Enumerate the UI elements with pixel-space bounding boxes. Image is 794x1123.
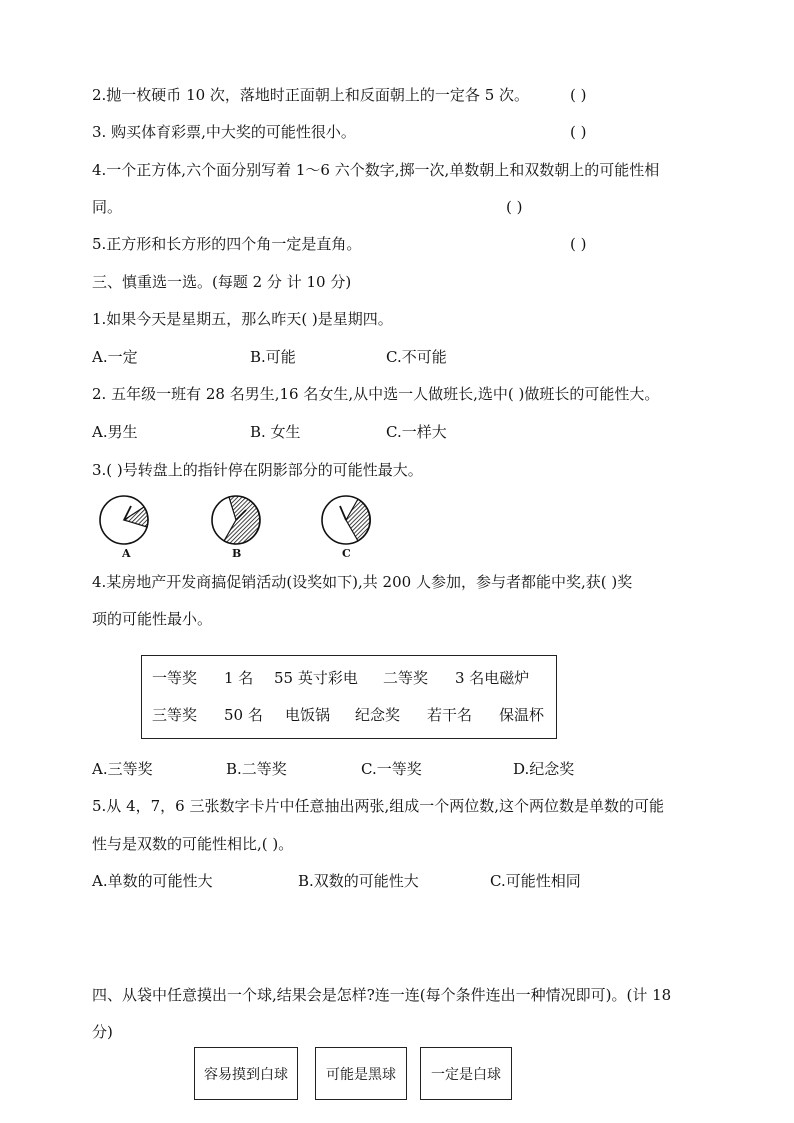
prize-row2-cell: 电饭锅 bbox=[285, 706, 331, 724]
question-4-text-line1: 4.一个正方体,六个面分别写着 1～6 六个数字,掷一次,单数朝上和双数朝上的可能性相 bbox=[92, 161, 660, 179]
spinner-c[interactable] bbox=[322, 496, 370, 544]
spinner-c-label: C bbox=[342, 547, 351, 560]
mc-q1-option-b[interactable]: B.可能 bbox=[250, 348, 296, 366]
spinner-figure bbox=[96, 494, 396, 560]
mc-q4-option-c[interactable]: C.一等奖 bbox=[361, 760, 422, 778]
answer-blank-q2[interactable]: ( ) bbox=[570, 86, 587, 104]
spinner-b[interactable] bbox=[212, 496, 260, 544]
prize-row2-cell: 保温杯 bbox=[499, 706, 545, 724]
mc-q2-option-c[interactable]: C.一样大 bbox=[386, 423, 447, 441]
mc-question-5-line1: 5.从 4，7，6 三张数字卡片中任意抽出两张,组成一个两位数,这个两位数是单数的可能 bbox=[92, 797, 665, 815]
mc-q4-option-b[interactable]: B.二等奖 bbox=[226, 760, 287, 778]
match-box-likely-white[interactable]: 容易摸到白球 bbox=[194, 1047, 298, 1100]
question-4-text-line2: 同。 bbox=[92, 198, 123, 216]
spinner-a[interactable] bbox=[100, 496, 148, 544]
spinner-b-label: B bbox=[232, 547, 242, 560]
section-4-heading-line1: 四、从袋中任意摸出一个球,结果会是怎样?连一连(每个条件连出一种情况即可)。(计 18 bbox=[92, 986, 672, 1004]
mc-question-5-line2: 性与是双数的可能性相比,( )。 bbox=[92, 835, 294, 853]
prize-table bbox=[141, 655, 557, 739]
mc-q5-option-b[interactable]: B.双数的可能性大 bbox=[298, 872, 419, 890]
section-3-heading: 三、慎重选一选。(每题 2 分 计 10 分) bbox=[92, 273, 352, 291]
question-3-text: 3. 购买体育彩票,中大奖的可能性很小。 bbox=[92, 123, 356, 141]
prize-row1-cell: 1 名 bbox=[224, 669, 254, 687]
question-2-text: 2.抛一枚硬币 10 次，落地时正面朝上和反面朝上的一定各 5 次。 bbox=[92, 86, 530, 104]
prize-row1-cell: 二等奖 bbox=[383, 669, 429, 687]
mc-question-1: 1.如果今天是星期五，那么昨天( )是星期四。 bbox=[92, 310, 393, 328]
mc-question-4-line1: 4.某房地产开发商搞促销活动(设奖如下),共 200 人参加，参与者都能中奖,获( )奖 bbox=[92, 573, 633, 591]
mc-question-3: 3.( )号转盘上的指针停在阴影部分的可能性最大。 bbox=[92, 461, 423, 479]
mc-q2-option-b[interactable]: B. 女生 bbox=[250, 423, 301, 441]
prize-row2-cell: 三等奖 bbox=[152, 706, 198, 724]
prize-row1-cell: 3 名电磁炉 bbox=[455, 669, 530, 687]
mc-question-2: 2. 五年级一班有 28 名男生,16 名女生,从中选一人做班长,选中( )做班长的可能性大。 bbox=[92, 385, 660, 403]
section-4-heading-line2: 分) bbox=[92, 1023, 113, 1041]
mc-q4-option-a[interactable]: A.三等奖 bbox=[92, 760, 153, 778]
match-box-certain-white[interactable]: 一定是白球 bbox=[420, 1047, 512, 1100]
prize-row1-cell: 一等奖 bbox=[152, 669, 198, 687]
mc-q2-option-a[interactable]: A.男生 bbox=[92, 423, 138, 441]
mc-q5-option-a[interactable]: A.单数的可能性大 bbox=[92, 872, 213, 890]
mc-q5-option-c[interactable]: C.可能性相同 bbox=[490, 872, 581, 890]
spinner-a-label: A bbox=[122, 547, 131, 560]
prize-row2-cell: 50 名 bbox=[224, 706, 263, 724]
question-5-text: 5.正方形和长方形的四个角一定是直角。 bbox=[92, 235, 362, 253]
mc-q1-option-a[interactable]: A.一定 bbox=[92, 348, 138, 366]
mc-q1-option-c[interactable]: C.不可能 bbox=[386, 348, 447, 366]
match-box-maybe-black[interactable]: 可能是黑球 bbox=[315, 1047, 407, 1100]
prize-row1-cell: 55 英寸彩电 bbox=[274, 669, 358, 687]
mc-question-4-line2: 项的可能性最小。 bbox=[92, 610, 213, 628]
answer-blank-q5[interactable]: ( ) bbox=[570, 235, 587, 253]
prize-row2-cell: 纪念奖 bbox=[355, 706, 401, 724]
mc-q4-option-d[interactable]: D.纪念奖 bbox=[513, 760, 575, 778]
answer-blank-q3[interactable]: ( ) bbox=[570, 123, 587, 141]
answer-blank-q4[interactable]: ( ) bbox=[506, 198, 523, 216]
prize-row2-cell: 若干名 bbox=[427, 706, 473, 724]
